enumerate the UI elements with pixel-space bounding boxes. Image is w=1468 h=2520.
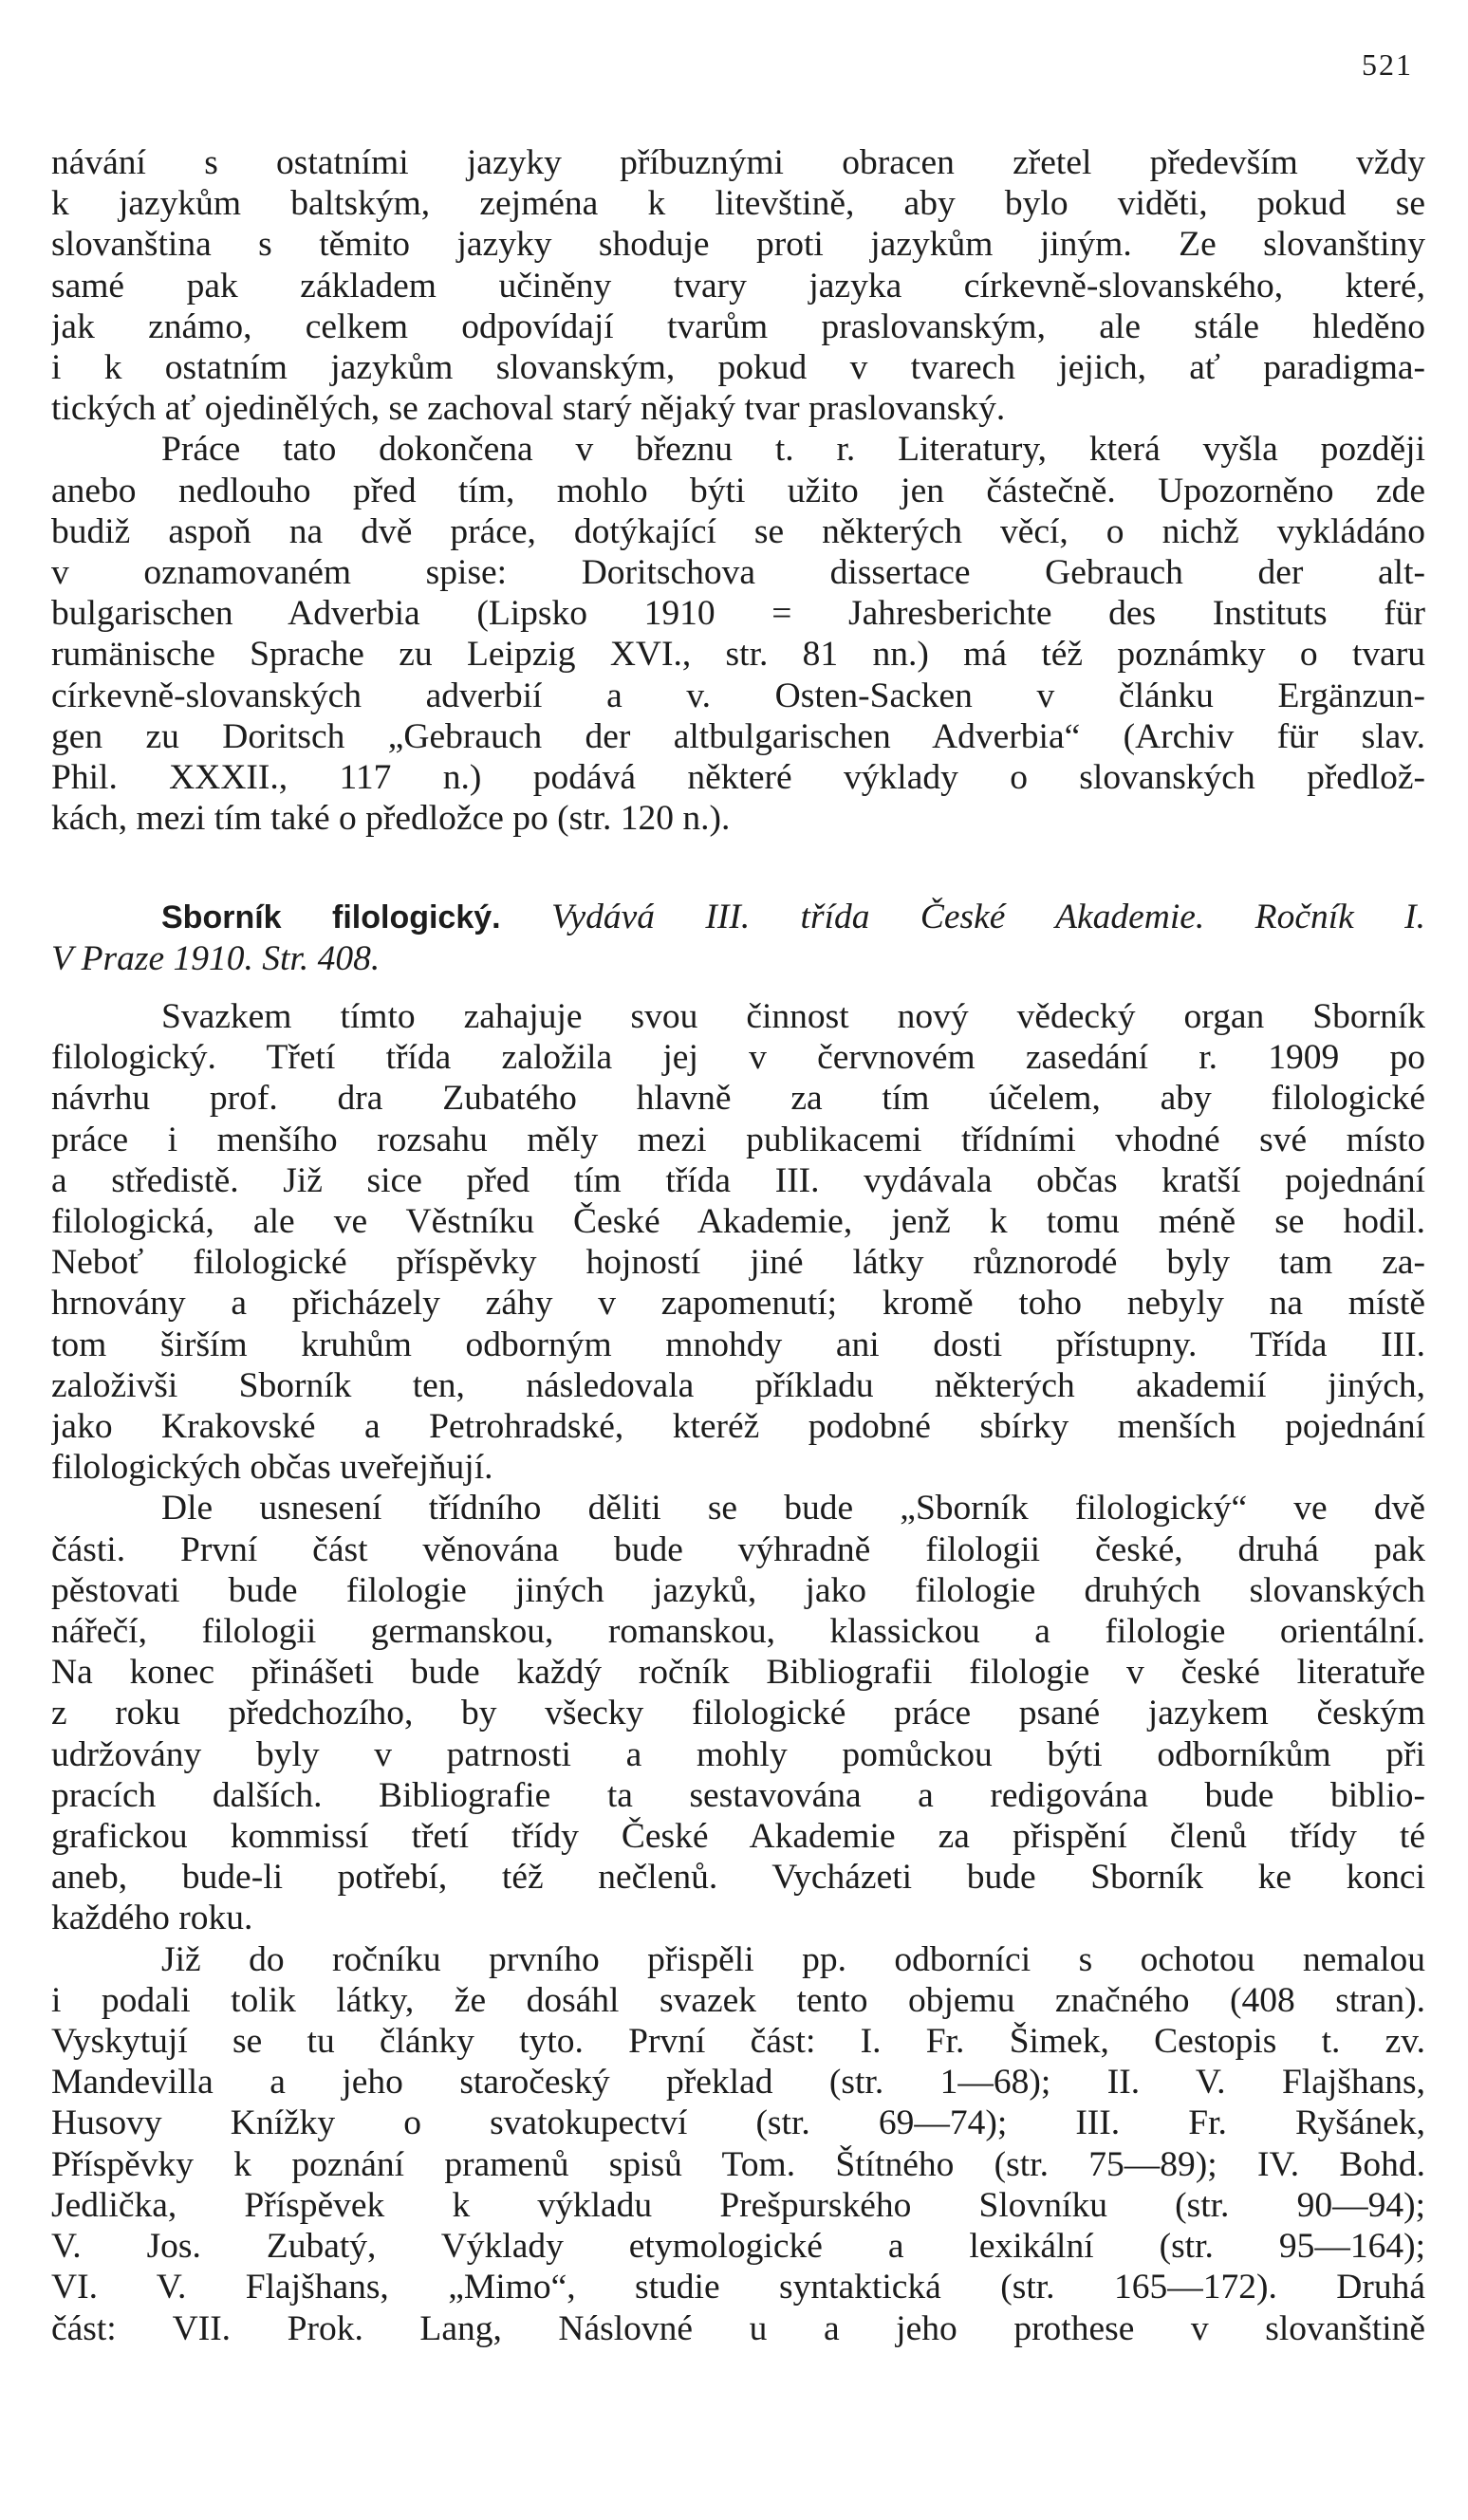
text-line: Neboť filologické příspěvky hojností jiné látky různorodé byly tam za- xyxy=(51,1243,1425,1283)
text-line: Mandevilla a jeho staročeský překlad (str. 1—68); II. V. Flajšhans, xyxy=(51,2063,1425,2103)
text-line: i podali tolik látky, že dosáhl svazek tento objemu značného (408 stran). xyxy=(51,1980,1425,2020)
text-line: tom širším kruhům odborným mnohdy ani dosti přístupny. Třída III. xyxy=(51,1325,1425,1364)
text-line: práce i menšího rozsahu měly mezi publikacemi třídními vhodné své místo xyxy=(51,1120,1425,1159)
text-line: rumänische Sprache zu Leipzig XVI., str. 81 nn.) má též poznámky o tvaru xyxy=(51,635,1425,675)
text-line: gen zu Doritsch „Gebrauch der altbulgarischen Adverbia“ (Archiv für slav. xyxy=(51,716,1425,756)
text-line: a středistě. Již sice před tím třída III. vydávala občas kratší pojednání xyxy=(51,1160,1425,1200)
review-heading xyxy=(51,897,1425,979)
text-line: Na konec přinášeti bude každý ročník Bibliografii filologie v české literatuře xyxy=(51,1653,1425,1693)
section-review-continuation xyxy=(51,142,1425,839)
text-line: církevně-slovanských adverbií a v. Osten-Sacken v článku Ergänzun- xyxy=(51,676,1425,715)
text-line: V. Jos. Zubatý, Výklady etymologické a lexikální (str. 95—164); xyxy=(51,2227,1425,2267)
text-line: založivši Sborník ten, následovala příkladu některých akademií jiných, xyxy=(51,1365,1425,1405)
text-line: Dle usnesení třídního děliti se bude „Sborník filologický“ ve dvě xyxy=(161,1489,1425,1529)
page-number: 521 xyxy=(1362,47,1413,82)
text-line: k jazykům baltským, zejména k litevštině, aby bylo viděti, pokud se xyxy=(51,184,1425,224)
section-review-body xyxy=(51,996,1425,2349)
text-line: Již do ročníku prvního přispěli pp. odborníci s ochotou nemalou xyxy=(161,1939,1425,1979)
text-line: pracích dalších. Bibliografie ta sestavována a redigována bude biblio- xyxy=(51,1775,1425,1815)
text-line: návání s ostatními jazyky příbuznými obracen zřetel především vždy xyxy=(51,143,1425,182)
journal-title: Sborník filologický. xyxy=(161,899,501,936)
text-line: Vyskytují se tu články tyto. První část: I. Fr. Šimek, Cestopis t. zv. xyxy=(51,2022,1425,2062)
text-line: VI. V. Flajšhans, „Mimo“, studie syntaktická (str. 165—172). Druhá xyxy=(51,2268,1425,2307)
text-line: grafickou kommissí třetí třídy České Akademie za přispění členů třídy té xyxy=(51,1817,1425,1857)
text-line: hrnovány a přicházely záhy v zapomenutí; kromě toho nebyly na místě xyxy=(51,1284,1425,1324)
text-line: kách, mezi tím také o předložce po (str. 120 n.). xyxy=(51,799,731,839)
text-line: jako Krakovské a Petrohradské, kteréž podobné sbírky menších pojednání xyxy=(51,1407,1425,1447)
text-line: nářečí, filologii germanskou, romanskou, klassickou a filologie orientální. xyxy=(51,1612,1425,1652)
text-line: část: VII. Prok. Lang, Náslovné u a jeho prothese v slovanštině xyxy=(51,2308,1425,2348)
text-line: Phil. XXXII., 117 n.) podává některé výklady o slovanských předlož- xyxy=(51,758,1425,798)
heading-line xyxy=(51,897,1425,938)
text-line: anebo nedlouho před tím, mohlo býti užito jen částečně. Upozorněno zde xyxy=(51,471,1425,510)
text-line: Husovy Knížky o svatokupectví (str. 69—74); III. Fr. Ryšánek, xyxy=(51,2103,1425,2143)
text-line: samé pak základem učiněny tvary jazyka církevně-slovanského, které, xyxy=(51,266,1425,306)
text-line: pěstovati bude filologie jiných jazyků, jako filologie druhých slovanských xyxy=(51,1570,1425,1610)
text-line: Jedlička, Příspěvek k výkladu Prešpurského Slovníku (str. 90—94); xyxy=(51,2185,1425,2225)
text-line: části. První část věnována bude výhradně filologii české, druhá pak xyxy=(51,1529,1425,1569)
text-line: v oznamovaném spise: Doritschova dissertace Gebrauch der alt- xyxy=(51,553,1425,593)
text-line: Příspěvky k poznání pramenů spisů Tom. Štítného (str. 75—89); IV. Bohd. xyxy=(51,2144,1425,2184)
text-line: Práce tato dokončena v březnu t. r. Literatury, která vyšla později xyxy=(161,430,1425,470)
text-line: udržovány byly v patrnosti a mohly pomůckou býti odborníkům při xyxy=(51,1734,1425,1774)
text-line: filologický. Třetí třída založila jej v červnovém zasedání r. 1909 po xyxy=(51,1038,1425,1078)
text-line: filologická, ale ve Věstníku České Akademie, jenž k tomu méně se hodil. xyxy=(51,1202,1425,1242)
text-line: jak známo, celkem odpovídají tvarům praslovanským, ale stále hleděno xyxy=(51,306,1425,346)
text-line: návrhu prof. dra Zubatého hlavně za tím účelem, aby filologické xyxy=(51,1079,1425,1119)
text-line: bulgarischen Adverbia (Lipsko 1910 = Jahresberichte des Instituts für xyxy=(51,594,1425,634)
text-line: i k ostatním jazykům slovanským, pokud v tvarech jejich, ať paradigma- xyxy=(51,348,1425,388)
text-line: každého roku. xyxy=(51,1899,253,1938)
text-line: aneb, bude-li potřebí, též nečlenů. Vycházeti bude Sborník ke konci xyxy=(51,1858,1425,1898)
text-line: tických ať ojedinělých, se zachoval starý nějaký tvar praslovanský. xyxy=(51,389,1006,429)
journal-publisher: Vydává III. třída České Akademie. Ročník I. xyxy=(550,898,1426,936)
journal-imprint: V Praze 1910. Str. 408. xyxy=(51,939,381,979)
text-line: slovanština s těmito jazyky shoduje proti jazykům jiným. Ze slovanštiny xyxy=(51,225,1425,265)
text-line: filologických občas uveřejňují. xyxy=(51,1448,493,1488)
text-line: Svazkem tímto zahajuje svou činnost nový vědecký organ Sborník xyxy=(161,997,1425,1036)
text-line: budiž aspoň na dvě práce, dotýkající se některých věcí, o nichž vykládáno xyxy=(51,511,1425,551)
text-line: z roku předchozího, by všecky filologické práce psané jazykem českým xyxy=(51,1694,1425,1733)
